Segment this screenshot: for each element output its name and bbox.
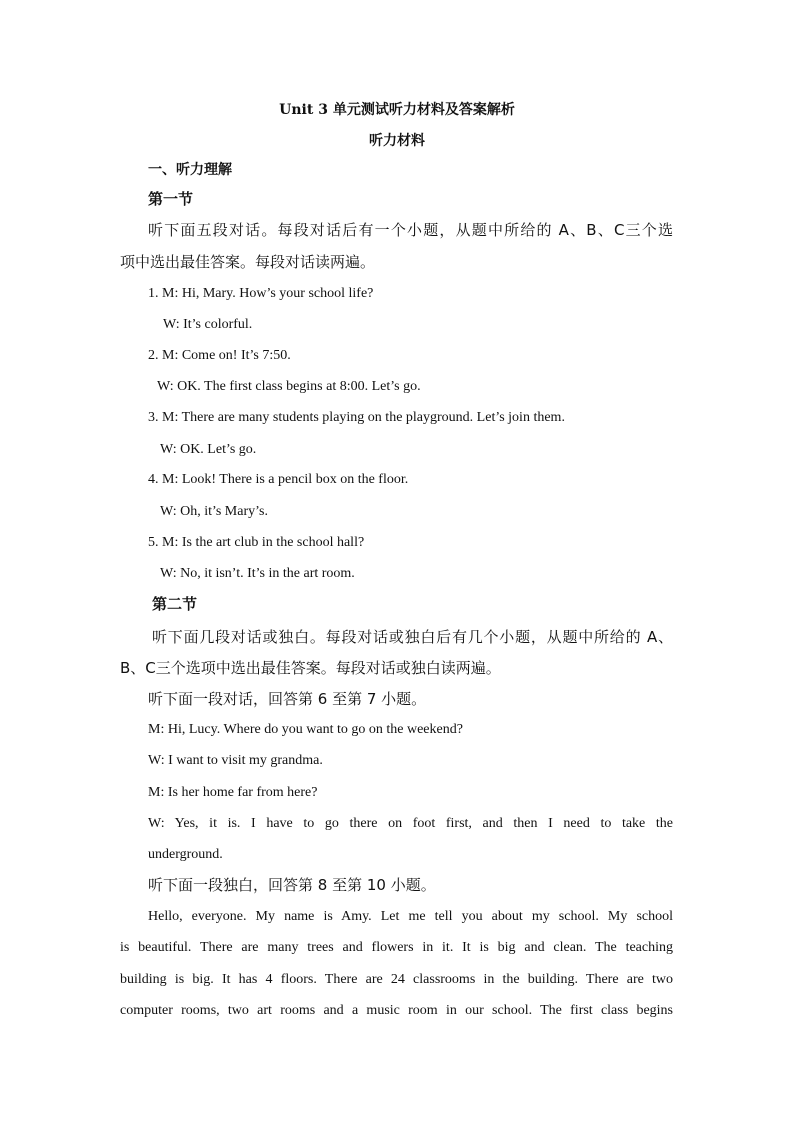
document-title: Unit 3 单元测试听力材料及答案解析 <box>279 102 515 118</box>
section-1-instruction-line-2: 项中选出最佳答案。每段对话读两遍。 <box>120 253 376 271</box>
dialogue-3-man: 3. M: There are many students playing on the playground. Let’s join them. <box>148 410 565 425</box>
monologue-line: Hello, everyone. My name is Amy. Let me tell you about my school. My school <box>148 909 673 924</box>
section-1-heading: 第一节 <box>148 190 194 208</box>
dialogue-5-woman: W: No, it isn’t. It’s in the art room. <box>160 566 355 581</box>
section-2-instruction-line-2: B、C三个选项中选出最佳答案。每段对话或独白读两遍。 <box>120 659 501 677</box>
dialogue-line: W: Yes, it is. I have to go there on foot first, and then I need to take the <box>148 816 673 831</box>
dialogue-6-7-intro: 听下面一段对话，回答第 6 至第 7 小题。 <box>148 690 427 708</box>
dialogue-1-woman: W: It’s colorful. <box>163 317 253 332</box>
monologue-line: is beautiful. There are many trees and flowers in it. It is big and clean. The teaching <box>120 940 673 955</box>
monologue-line: building is big. It has 4 floors. There are 24 classrooms in the building. There are two <box>120 972 673 987</box>
section-2-instruction-line-1: 听下面几段对话或独白。每段对话或独白后有几个小题，从题中所给的 A、 <box>152 628 673 646</box>
dialogue-line: M: Hi, Lucy. Where do you want to go on the weekend? <box>148 722 463 737</box>
dialogue-line: underground. <box>148 847 223 862</box>
dialogue-5-man: 5. M: Is the art club in the school hall? <box>148 535 365 550</box>
dialogue-4-man: 4. M: Look! There is a pencil box on the floor. <box>148 472 409 487</box>
dialogue-2-man: 2. M: Come on! It’s 7:50. <box>148 348 291 363</box>
dialogue-line: W: I want to visit my grandma. <box>148 753 323 768</box>
dialogue-2-woman: W: OK. The first class begins at 8:00. Let’s go. <box>157 379 421 394</box>
dialogue-1-man: 1. M: Hi, Mary. How’s your school life? <box>148 286 374 301</box>
dialogue-line: M: Is her home far from here? <box>148 785 318 800</box>
dialogue-3-woman: W: OK. Let’s go. <box>160 442 257 457</box>
section-2-heading: 第二节 <box>152 595 198 613</box>
document-subtitle: 听力材料 <box>369 133 425 149</box>
monologue-8-10-intro: 听下面一段独白，回答第 8 至第 10 小题。 <box>148 876 436 894</box>
section-1-instruction-line-1: 听下面五段对话。每段对话后有一个小题，从题中所给的 A、B、C三个选 <box>148 221 673 239</box>
dialogue-4-woman: W: Oh, it’s Mary’s. <box>160 504 268 519</box>
monologue-line: computer rooms, two art rooms and a music room in our school. The first class begins <box>120 1003 673 1018</box>
part-heading-listening: 一、听力理解 <box>148 162 232 178</box>
